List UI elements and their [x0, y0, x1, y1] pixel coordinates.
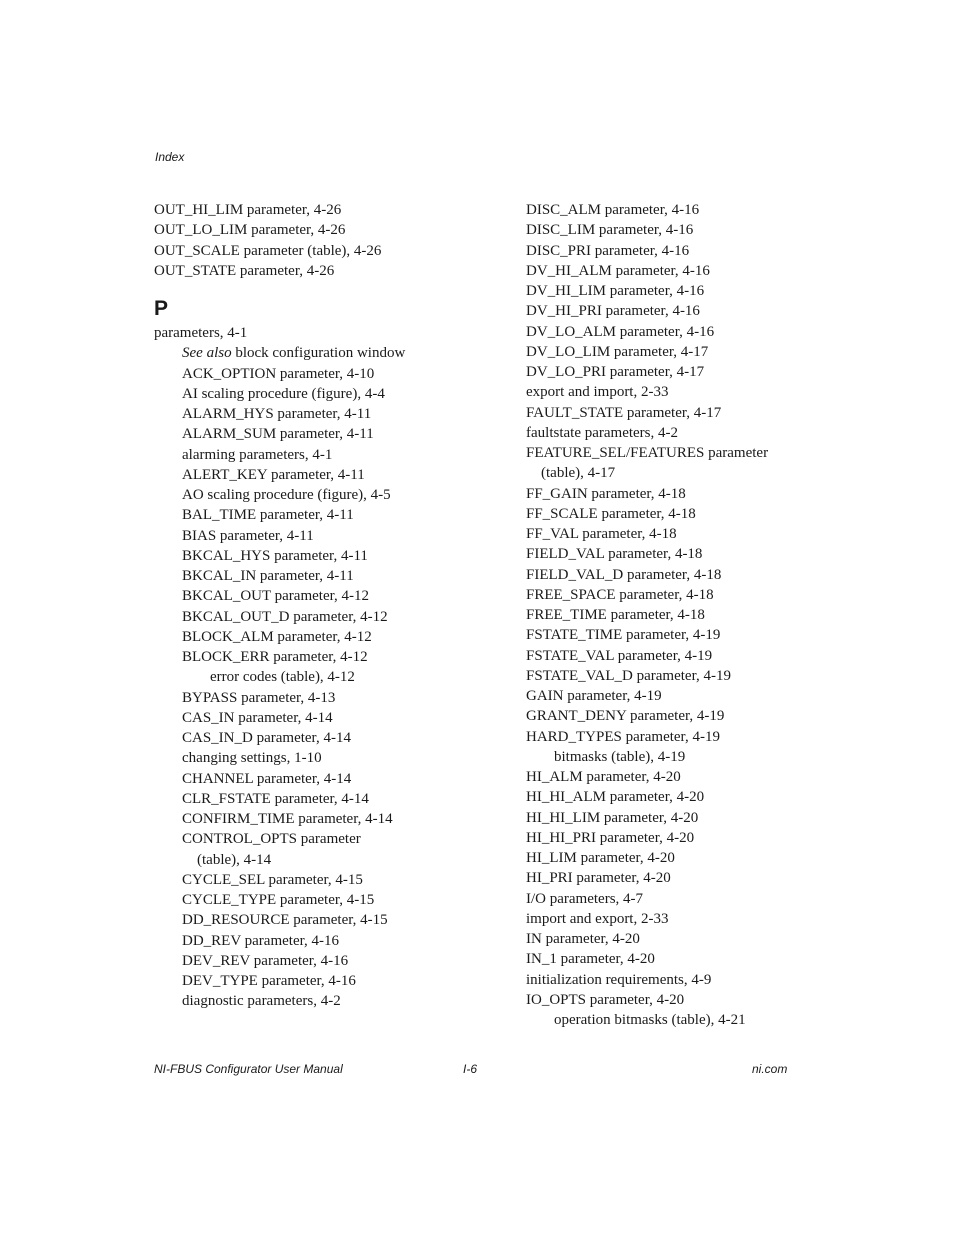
- index-entry: FF_SCALE parameter, 4-18: [526, 505, 696, 522]
- index-subentry: DEV_TYPE parameter, 4-16: [182, 973, 356, 989]
- index-entry: OUT_HI_LIM parameter, 4-26: [154, 202, 342, 218]
- index-subentry: operation bitmasks (table), 4-21: [554, 1012, 746, 1028]
- index-subentry-continuation: (table), 4-14: [197, 851, 272, 868]
- index-entry: DV_LO_PRI parameter, 4-17: [526, 364, 705, 380]
- index-subentry: changing settings, 1-10: [182, 750, 322, 767]
- index-entry: FF_VAL parameter, 4-18: [526, 526, 677, 542]
- index-entry: export and import, 2-33: [526, 384, 669, 401]
- index-entry: faultstate parameters, 4-2: [526, 424, 679, 441]
- index-entry-continuation: (table), 4-17: [541, 465, 616, 482]
- index-subentry: alarming parameters, 4-1: [182, 446, 333, 463]
- index-subentry: CAS_IN parameter, 4-14: [182, 709, 333, 726]
- index-entry: GRANT_DENY parameter, 4-19: [526, 708, 725, 725]
- index-subentry: CYCLE_TYPE parameter, 4-15: [182, 892, 375, 908]
- index-subentry: ALERT_KEY parameter, 4-11: [182, 466, 365, 483]
- index-entry: HI_PRI parameter, 4-20: [526, 870, 671, 887]
- index-entry: IN parameter, 4-20: [526, 931, 640, 947]
- index-subentry: DEV_REV parameter, 4-16: [182, 952, 349, 969]
- index-entry: DV_HI_PRI parameter, 4-16: [526, 303, 700, 320]
- index-subentry: CAS_IN_D parameter, 4-14: [182, 730, 351, 746]
- index-subentry: BAL_TIME parameter, 4-11: [182, 507, 354, 524]
- index-entry: DISC_ALM parameter, 4-16: [526, 202, 700, 218]
- index-entry: FAULT_STATE parameter, 4-17: [526, 404, 722, 421]
- index-subentry: DD_RESOURCE parameter, 4-15: [182, 912, 388, 929]
- index-entry: FF_GAIN parameter, 4-18: [526, 485, 686, 502]
- index-subentry: BKCAL_OUT_D parameter, 4-12: [182, 608, 388, 625]
- index-entry: HI_HI_LIM parameter, 4-20: [526, 809, 699, 826]
- index-subentry: CONTROL_OPTS parameter: [182, 831, 361, 848]
- index-subentry: BKCAL_IN parameter, 4-11: [182, 568, 354, 584]
- index-subentry: ALARM_HYS parameter, 4-11: [182, 406, 372, 422]
- index-entry: FIELD_VAL parameter, 4-18: [526, 546, 703, 563]
- see-also-target: block configuration window: [231, 345, 406, 362]
- footer-page-number: I-6: [463, 1062, 478, 1076]
- index-entry: HI_HI_ALM parameter, 4-20: [526, 789, 705, 806]
- index-entry: initialization requirements, 4-9: [526, 971, 712, 988]
- index-entry: DISC_PRI parameter, 4-16: [526, 242, 690, 259]
- index-subentry: CYCLE_SEL parameter, 4-15: [182, 871, 363, 888]
- index-entry: FSTATE_TIME parameter, 4-19: [526, 627, 721, 644]
- index-entry: FEATURE_SEL/FEATURES parameter: [526, 445, 769, 461]
- index-column-right: [526, 200, 816, 1030]
- index-subentry: BIAS parameter, 4-11: [182, 527, 314, 544]
- index-entry: FREE_SPACE parameter, 4-18: [526, 586, 714, 603]
- index-entry: FSTATE_VAL parameter, 4-19: [526, 647, 713, 664]
- index-entry: FIELD_VAL_D parameter, 4-18: [526, 566, 722, 583]
- index-subsubentry: error codes (table), 4-12: [210, 669, 355, 686]
- index-subentry: BKCAL_OUT parameter, 4-12: [182, 588, 369, 605]
- index-entry: DV_HI_ALM parameter, 4-16: [526, 262, 710, 279]
- see-also-entry: [154, 343, 504, 363]
- index-entry: import and export, 2-33: [526, 910, 669, 927]
- index-entry: IN_1 parameter, 4-20: [526, 951, 655, 968]
- footer-website: ni.com: [752, 1062, 788, 1076]
- index-subentry: CONFIRM_TIME parameter, 4-14: [182, 811, 393, 827]
- index-entry: OUT_SCALE parameter (table), 4-26: [154, 242, 382, 259]
- index-subentry: BYPASS parameter, 4-13: [182, 689, 336, 706]
- index-subentry: BKCAL_HYS parameter, 4-11: [182, 547, 368, 564]
- index-entry: I/O parameters, 4-7: [526, 890, 644, 907]
- index-subentry: ACK_OPTION parameter, 4-10: [182, 365, 375, 382]
- index-subentry: AO scaling procedure (figure), 4-5: [182, 487, 391, 503]
- running-header: Index: [155, 150, 185, 164]
- index-entry: OUT_LO_LIM parameter, 4-26: [154, 222, 346, 239]
- index-subentry: diagnostic parameters, 4-2: [182, 993, 341, 1010]
- index-entry: HI_HI_PRI parameter, 4-20: [526, 829, 695, 846]
- index-entry: DV_LO_LIM parameter, 4-17: [526, 343, 709, 360]
- index-entry: GAIN parameter, 4-19: [526, 688, 662, 704]
- index-entry: IO_OPTS parameter, 4-20: [526, 991, 685, 1008]
- see-also-label: See also: [182, 345, 232, 362]
- index-entry: FSTATE_VAL_D parameter, 4-19: [526, 667, 731, 684]
- index-subentry: CLR_FSTATE parameter, 4-14: [182, 790, 369, 807]
- index-subentry: AI scaling procedure (figure), 4-4: [182, 385, 385, 402]
- index-subentry: BLOCK_ALM parameter, 4-12: [182, 628, 372, 645]
- index-entry: HI_ALM parameter, 4-20: [526, 769, 681, 785]
- index-entry: DV_LO_ALM parameter, 4-16: [526, 323, 715, 340]
- index-subentry: BLOCK_ERR parameter, 4-12: [182, 649, 368, 665]
- index-letter-heading: P: [154, 297, 169, 320]
- index-entry: HARD_TYPES parameter, 4-19: [526, 728, 720, 745]
- index-subentry: ALARM_SUM parameter, 4-11: [182, 426, 374, 443]
- index-entry: DISC_LIM parameter, 4-16: [526, 222, 694, 239]
- index-subentry: CHANNEL parameter, 4-14: [182, 770, 352, 787]
- index-entry: HI_LIM parameter, 4-20: [526, 850, 675, 866]
- index-entry: DV_HI_LIM parameter, 4-16: [526, 283, 705, 299]
- index-subentry: bitmasks (table), 4-19: [554, 748, 686, 765]
- index-entry: OUT_STATE parameter, 4-26: [154, 262, 335, 279]
- index-entry: FREE_TIME parameter, 4-18: [526, 607, 705, 623]
- footer-manual-title: NI-FBUS Configurator User Manual: [154, 1062, 343, 1076]
- index-entry: parameters, 4-1: [154, 325, 248, 341]
- index-subentry: DD_REV parameter, 4-16: [182, 932, 339, 949]
- index-column-left: [154, 200, 504, 1012]
